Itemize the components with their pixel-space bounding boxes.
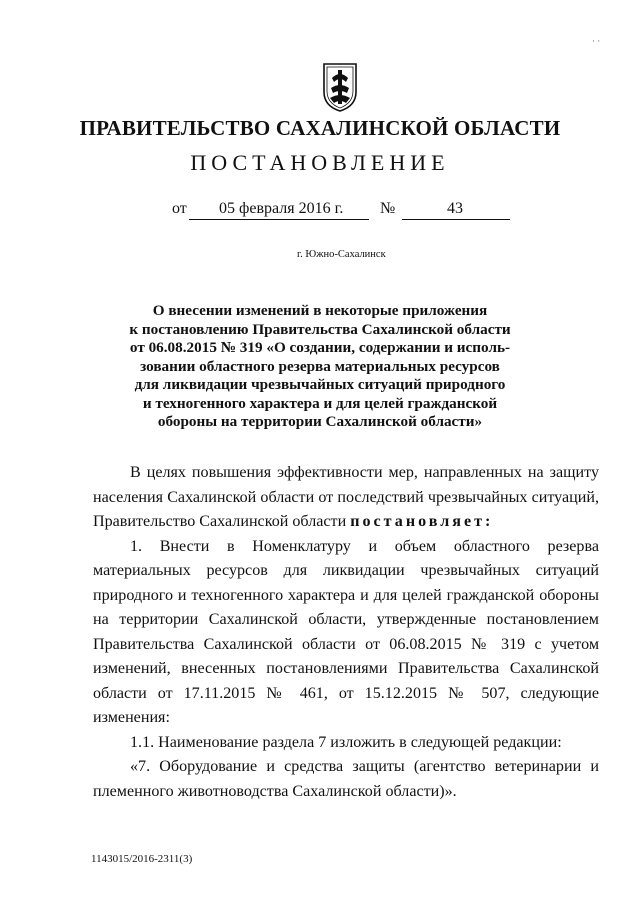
document-type: ПОСТАНОВЛЕНИЕ xyxy=(190,150,450,175)
document-number: 43 xyxy=(447,200,463,217)
subject-line: для ликвидации чрезвычайных ситуаций природного xyxy=(134,376,506,393)
number-prefix: № xyxy=(380,200,396,217)
city-name: г. Южно-Сахалинск xyxy=(297,249,386,260)
subject-line: от 06.08.2015 № 319 «О создании, содержании и исполь- xyxy=(129,339,511,356)
date-number-row xyxy=(0,200,640,224)
number-underline xyxy=(402,219,510,220)
date-prefix: от xyxy=(172,200,187,217)
subject-line: обороны на территории Сахалинской области» xyxy=(157,413,483,430)
government-title: ПРАВИТЕЛЬСТВО САХАЛИНСКОЙ ОБЛАСТИ xyxy=(79,116,561,140)
subject-line: О внесении изменений в некоторые приложения xyxy=(152,302,488,319)
section-7-paragraph: «7. Оборудование и средства защиты (агентство ветеринарии и племенного животноводства Сахалинской области)». xyxy=(93,758,599,800)
coat-of-arms-icon xyxy=(322,62,358,112)
date-underline xyxy=(189,219,369,220)
subject-line: зовании областного резерва материальных ресурсов xyxy=(140,357,500,375)
preamble-paragraph xyxy=(93,461,599,535)
scan-marks: · · xyxy=(592,36,601,46)
subject-line: и техногенного характера и для целей гражданской xyxy=(142,394,498,412)
document-date: 05 февраля 2016 г. xyxy=(219,200,344,217)
preamble-text: В целях повышения эффективности мер, направленных на защиту населения Сахалинской области от последствий чрезвычайных ситуаций, Правительство Сахалинской области xyxy=(93,464,599,530)
document-code: 1143015/2016-2311(3) xyxy=(91,853,193,865)
clause-1-1-paragraph: 1.1. Наименование раздела 7 изложить в следующей редакции: xyxy=(130,733,562,751)
document-subject xyxy=(0,302,640,432)
subject-line: к постановлению Правительства Сахалинской области xyxy=(129,320,511,338)
clause-1-paragraph: 1. Внести в Номенклатуру и объем областного резерва материальных ресурсов для ликвидации чрезвычайных ситуаций природного и техногенного характера и для целей гражданской обороны на территории Сахалинской области, утвержденные постановлением Правительства Сахалинской области от 06.08.2015 № 319 с учетом изменений, внесенных постановлениями Правительства Сахалинской области от 17.11.2015 № 461, от 15.12.2015 № 507, следующие изменения: xyxy=(93,537,599,726)
resolves-keyword: постановляет: xyxy=(350,513,494,530)
document-body xyxy=(93,461,599,804)
